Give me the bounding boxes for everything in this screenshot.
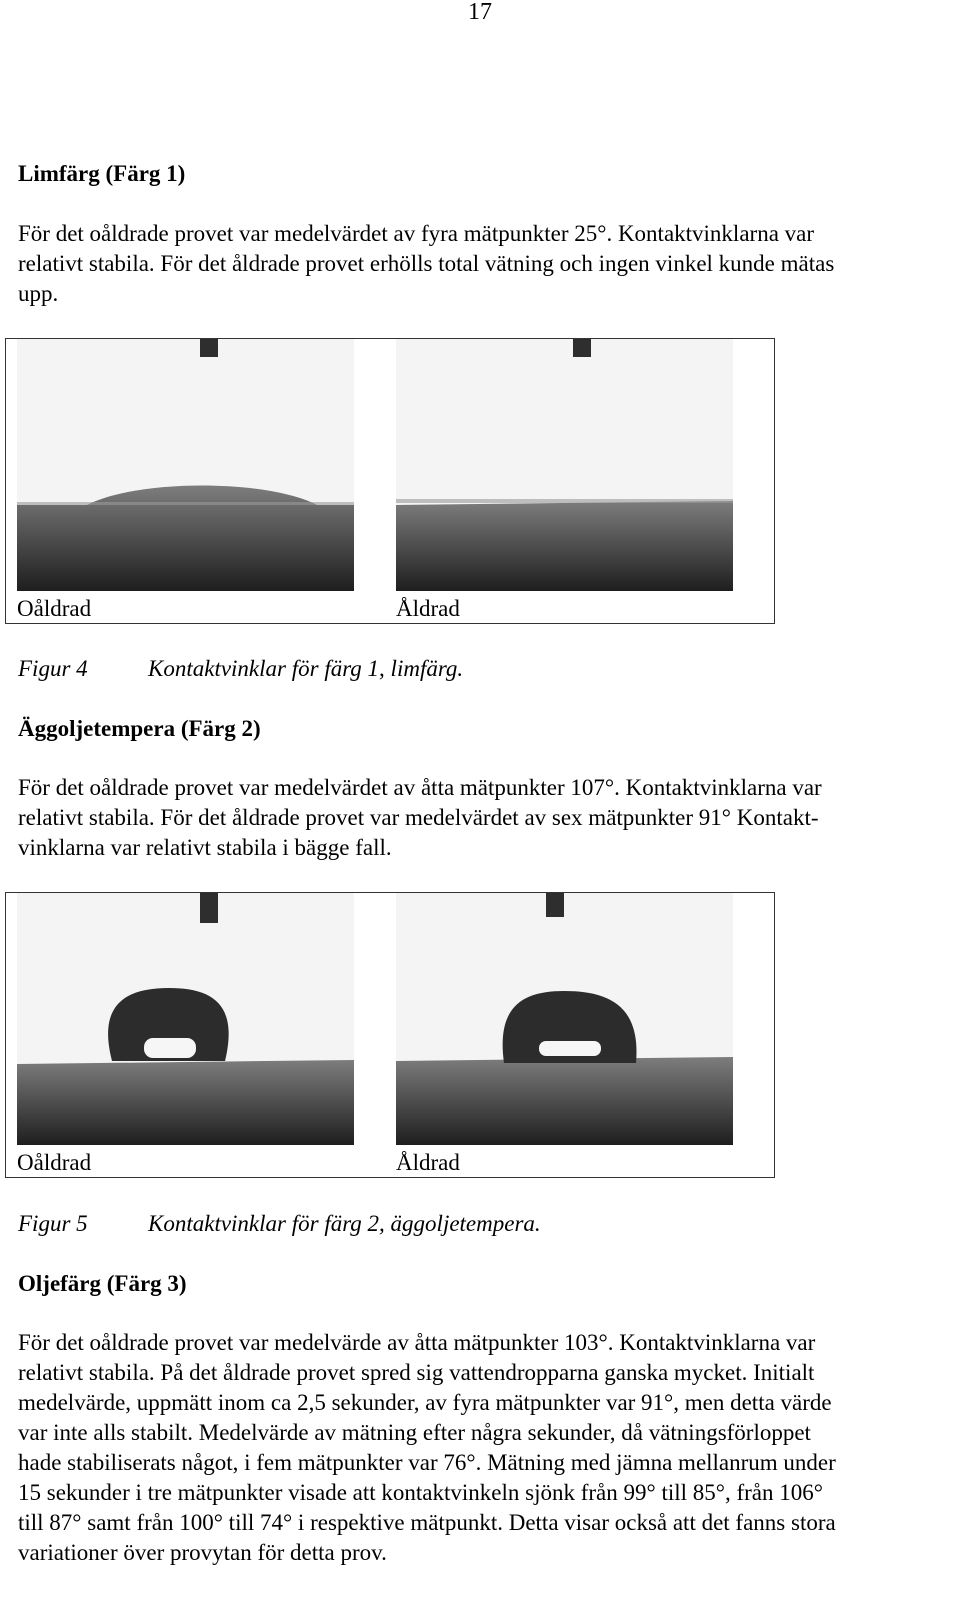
text-line: 15 sekunder i tre mätpunkter visade att kontaktvinkeln sjönk från 99° till 85°, från 106°	[18, 1480, 823, 1505]
caption-number: Figur 5	[18, 1211, 88, 1236]
text-line: För det oåldrade provet var medelvärde av åtta mätpunkter 103°. Kontaktvinklarna var	[18, 1330, 816, 1355]
caption-text: Kontaktvinklar för färg 1, limfärg.	[148, 656, 464, 681]
text-line: relativt stabila. För det åldrade provet var medelvärdet av sex mätpunkter 91° Kontakt-	[18, 805, 819, 830]
figure-label-aged: Åldrad	[396, 1150, 460, 1175]
text-line: vinklarna var relativt stabila i bägge fall.	[18, 835, 392, 860]
text-line: till 87° samt från 100° till 74° i respektive mätpunkt. Detta visar också att det fanns stora	[18, 1510, 836, 1535]
page-number: 17	[468, 0, 492, 25]
text-line: För det oåldrade provet var medelvärdet av fyra mätpunkter 25°. Kontaktvinklarna var	[18, 221, 815, 246]
text-line: hade stabiliserats något, i fem mätpunkter var 76°. Mätning med jämna mellanrum under	[18, 1450, 836, 1475]
droplet-photo-unaged	[17, 339, 354, 591]
caption-number: Figur 4	[18, 656, 88, 681]
figure-label-unaged: Oåldrad	[17, 596, 92, 621]
figure-label-aged: Åldrad	[396, 596, 460, 621]
droplet-photo-aged	[396, 339, 733, 591]
section-paragraph-farg-3	[18, 1328, 948, 1568]
text-line: variationer över provytan för detta prov.	[18, 1540, 387, 1565]
text-line: var inte alls stabilt. Medelvärde av mätning efter några sekunder, då vätningsförloppet	[18, 1420, 811, 1445]
droplet-photo-aged	[396, 893, 733, 1145]
section-heading-farg-3: Oljefärg (Färg 3)	[18, 1271, 187, 1296]
figure-caption-4	[18, 655, 463, 683]
figure-label-unaged: Oåldrad	[17, 1150, 92, 1175]
caption-text: Kontaktvinklar för färg 2, äggoljetempera.	[148, 1211, 541, 1236]
section-heading-farg-1: Limfärg (Färg 1)	[18, 161, 186, 186]
figure-4	[5, 338, 775, 624]
figure-5	[5, 892, 775, 1178]
text-line: medelvärde, uppmätt inom ca 2,5 sekunder, av fyra mätpunkter var 91°, men detta värde	[18, 1390, 832, 1415]
text-line: För det oåldrade provet var medelvärdet av åtta mätpunkter 107°. Kontaktvinklarna var	[18, 775, 822, 800]
section-paragraph-farg-2	[18, 773, 948, 863]
figure-caption-5	[18, 1210, 541, 1238]
text-line: relativt stabila. På det åldrade provet spred sig vattendropparna ganska mycket. Initialt	[18, 1360, 815, 1385]
text-line: relativt stabila. För det åldrade provet erhölls total vätning och ingen vinkel kunde mätas	[18, 251, 835, 276]
text-line: upp.	[18, 281, 59, 306]
section-paragraph-farg-1	[18, 219, 948, 309]
section-heading-farg-2: Äggoljetempera (Färg 2)	[18, 716, 261, 741]
droplet-photo-unaged	[17, 893, 354, 1145]
